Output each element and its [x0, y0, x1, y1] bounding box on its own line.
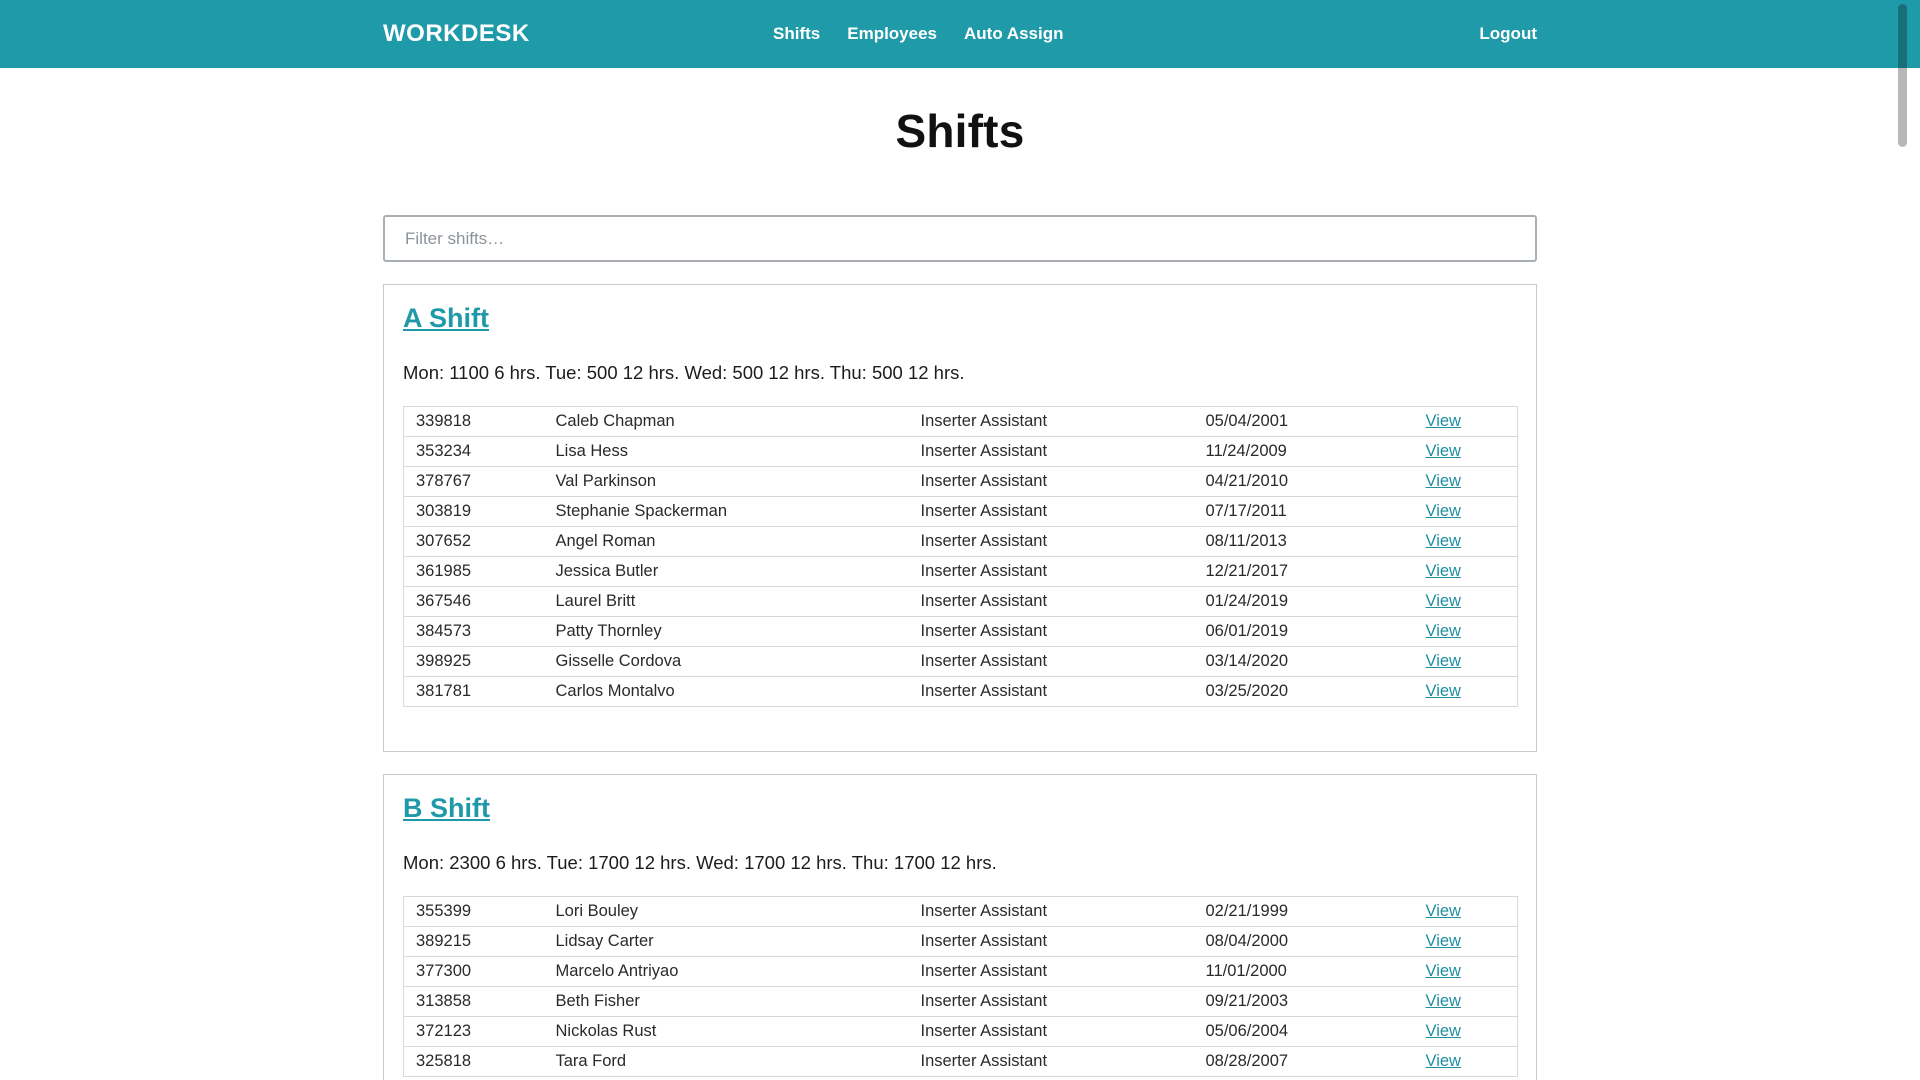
- employee-id: 303819: [404, 497, 544, 527]
- employee-id: 325818: [404, 1047, 544, 1077]
- employee-date: 12/21/2017: [1194, 557, 1414, 587]
- employee-id: 378767: [404, 467, 544, 497]
- employee-name: Val Parkinson: [544, 467, 909, 497]
- employee-id: 361985: [404, 557, 544, 587]
- employee-id: 372123: [404, 1017, 544, 1047]
- employee-row: [404, 587, 1518, 617]
- employee-name: Angel Roman: [544, 527, 909, 557]
- employee-position: Inserter Assistant: [909, 647, 1194, 677]
- employee-row: [404, 497, 1518, 527]
- employee-position: Inserter Assistant: [909, 987, 1194, 1017]
- view-link[interactable]: View: [1425, 1052, 1461, 1070]
- employee-name: Lidsay Carter: [544, 927, 909, 957]
- employee-position: Inserter Assistant: [909, 587, 1194, 617]
- employee-row: [404, 527, 1518, 557]
- main-nav: [773, 0, 1063, 68]
- employee-row: [404, 557, 1518, 587]
- employee-row: [404, 1017, 1518, 1047]
- employee-table: [403, 406, 1518, 707]
- view-link[interactable]: View: [1425, 902, 1461, 920]
- employee-date: 08/11/2013: [1194, 527, 1414, 557]
- view-link[interactable]: View: [1425, 412, 1461, 430]
- logout-link[interactable]: Logout: [1479, 24, 1537, 43]
- employee-position: Inserter Assistant: [909, 497, 1194, 527]
- employee-date: 03/14/2020: [1194, 647, 1414, 677]
- employee-date: 01/24/2019: [1194, 587, 1414, 617]
- filter-input[interactable]: [383, 215, 1537, 262]
- shift-card: [383, 774, 1537, 1080]
- nav-item-employees[interactable]: Employees: [847, 24, 937, 43]
- employee-id: 389215: [404, 927, 544, 957]
- employee-id: 313858: [404, 987, 544, 1017]
- employee-id: 398925: [404, 647, 544, 677]
- employee-position: Inserter Assistant: [909, 1017, 1194, 1047]
- employee-name: Stephanie Spackerman: [544, 497, 909, 527]
- employee-position: Inserter Assistant: [909, 527, 1194, 557]
- employee-date: 11/01/2000: [1194, 957, 1414, 987]
- view-link[interactable]: View: [1425, 592, 1461, 610]
- view-link[interactable]: View: [1425, 652, 1461, 670]
- view-link[interactable]: View: [1425, 962, 1461, 980]
- employee-position: Inserter Assistant: [909, 437, 1194, 467]
- employee-id: 353234: [404, 437, 544, 467]
- employee-name: Laurel Britt: [544, 587, 909, 617]
- view-link[interactable]: View: [1425, 442, 1461, 460]
- employee-date: 02/21/1999: [1194, 897, 1414, 927]
- employee-row: [404, 957, 1518, 987]
- employee-id: 377300: [404, 957, 544, 987]
- employee-row: [404, 407, 1518, 437]
- employee-row: [404, 927, 1518, 957]
- view-link[interactable]: View: [1425, 622, 1461, 640]
- employee-name: Patty Thornley: [544, 617, 909, 647]
- employee-date: 11/24/2009: [1194, 437, 1414, 467]
- page-title: Shifts: [895, 105, 1025, 157]
- view-link[interactable]: View: [1425, 562, 1461, 580]
- view-link[interactable]: View: [1425, 682, 1461, 700]
- shift-card: [383, 284, 1537, 752]
- employee-id: 384573: [404, 617, 544, 647]
- employee-name: Caleb Chapman: [544, 407, 909, 437]
- employee-id: 355399: [404, 897, 544, 927]
- brand-logo[interactable]: WORKDESK: [383, 20, 530, 47]
- employee-name: Gisselle Cordova: [544, 647, 909, 677]
- employee-name: Lisa Hess: [544, 437, 909, 467]
- employee-name: Marcelo Antriyao: [544, 957, 909, 987]
- employee-position: Inserter Assistant: [909, 957, 1194, 987]
- employee-date: 08/04/2000: [1194, 927, 1414, 957]
- nav-item-auto-assign[interactable]: Auto Assign: [964, 24, 1064, 43]
- employee-row: [404, 1047, 1518, 1077]
- employee-position: Inserter Assistant: [909, 677, 1194, 707]
- shift-card-list: [383, 284, 1537, 1080]
- employee-id: 307652: [404, 527, 544, 557]
- view-link[interactable]: View: [1425, 532, 1461, 550]
- employee-date: 07/17/2011: [1194, 497, 1414, 527]
- nav-item-shifts[interactable]: Shifts: [773, 24, 821, 43]
- employee-name: Tara Ford: [544, 1047, 909, 1077]
- employee-date: 05/06/2004: [1194, 1017, 1414, 1047]
- employee-name: Jessica Butler: [544, 557, 909, 587]
- shift-name-link[interactable]: A Shift: [403, 303, 489, 333]
- employee-id: 339818: [404, 407, 544, 437]
- employee-id: 381781: [404, 677, 544, 707]
- employee-date: 03/25/2020: [1194, 677, 1414, 707]
- employee-position: Inserter Assistant: [909, 467, 1194, 497]
- employee-date: 04/21/2010: [1194, 467, 1414, 497]
- employee-position: Inserter Assistant: [909, 1047, 1194, 1077]
- employee-id: 367546: [404, 587, 544, 617]
- employee-name: Lori Bouley: [544, 897, 909, 927]
- employee-position: Inserter Assistant: [909, 617, 1194, 647]
- view-link[interactable]: View: [1425, 502, 1461, 520]
- employee-position: Inserter Assistant: [909, 927, 1194, 957]
- employee-position: Inserter Assistant: [909, 557, 1194, 587]
- employee-row: [404, 437, 1518, 467]
- employee-row: [404, 617, 1518, 647]
- view-link[interactable]: View: [1425, 932, 1461, 950]
- employee-name: Beth Fisher: [544, 987, 909, 1017]
- employee-row: [404, 647, 1518, 677]
- employee-position: Inserter Assistant: [909, 897, 1194, 927]
- view-link[interactable]: View: [1425, 472, 1461, 490]
- employee-name: Carlos Montalvo: [544, 677, 909, 707]
- employee-date: 06/01/2019: [1194, 617, 1414, 647]
- employee-row: [404, 897, 1518, 927]
- view-link[interactable]: View: [1425, 992, 1461, 1010]
- app-header: [0, 0, 1920, 68]
- employee-date: 08/28/2007: [1194, 1047, 1414, 1077]
- employee-position: Inserter Assistant: [909, 407, 1194, 437]
- shift-schedule-text: Mon: 2300 6 hrs. Tue: 1700 12 hrs. Wed: 1700 12 hrs. Thu: 1700 12 hrs.: [403, 852, 997, 873]
- main-content: [383, 104, 1537, 1080]
- employee-table: [403, 896, 1518, 1077]
- shift-name-link[interactable]: B Shift: [403, 793, 490, 823]
- vertical-scrollbar-thumb[interactable]: [1898, 4, 1907, 147]
- employee-date: 09/21/2003: [1194, 987, 1414, 1017]
- employee-date: 05/04/2001: [1194, 407, 1414, 437]
- employee-row: [404, 467, 1518, 497]
- employee-name: Nickolas Rust: [544, 1017, 909, 1047]
- view-link[interactable]: View: [1425, 1022, 1461, 1040]
- employee-row: [404, 987, 1518, 1017]
- employee-row: [404, 677, 1518, 707]
- shift-schedule-text: Mon: 1100 6 hrs. Tue: 500 12 hrs. Wed: 500 12 hrs. Thu: 500 12 hrs.: [403, 362, 965, 383]
